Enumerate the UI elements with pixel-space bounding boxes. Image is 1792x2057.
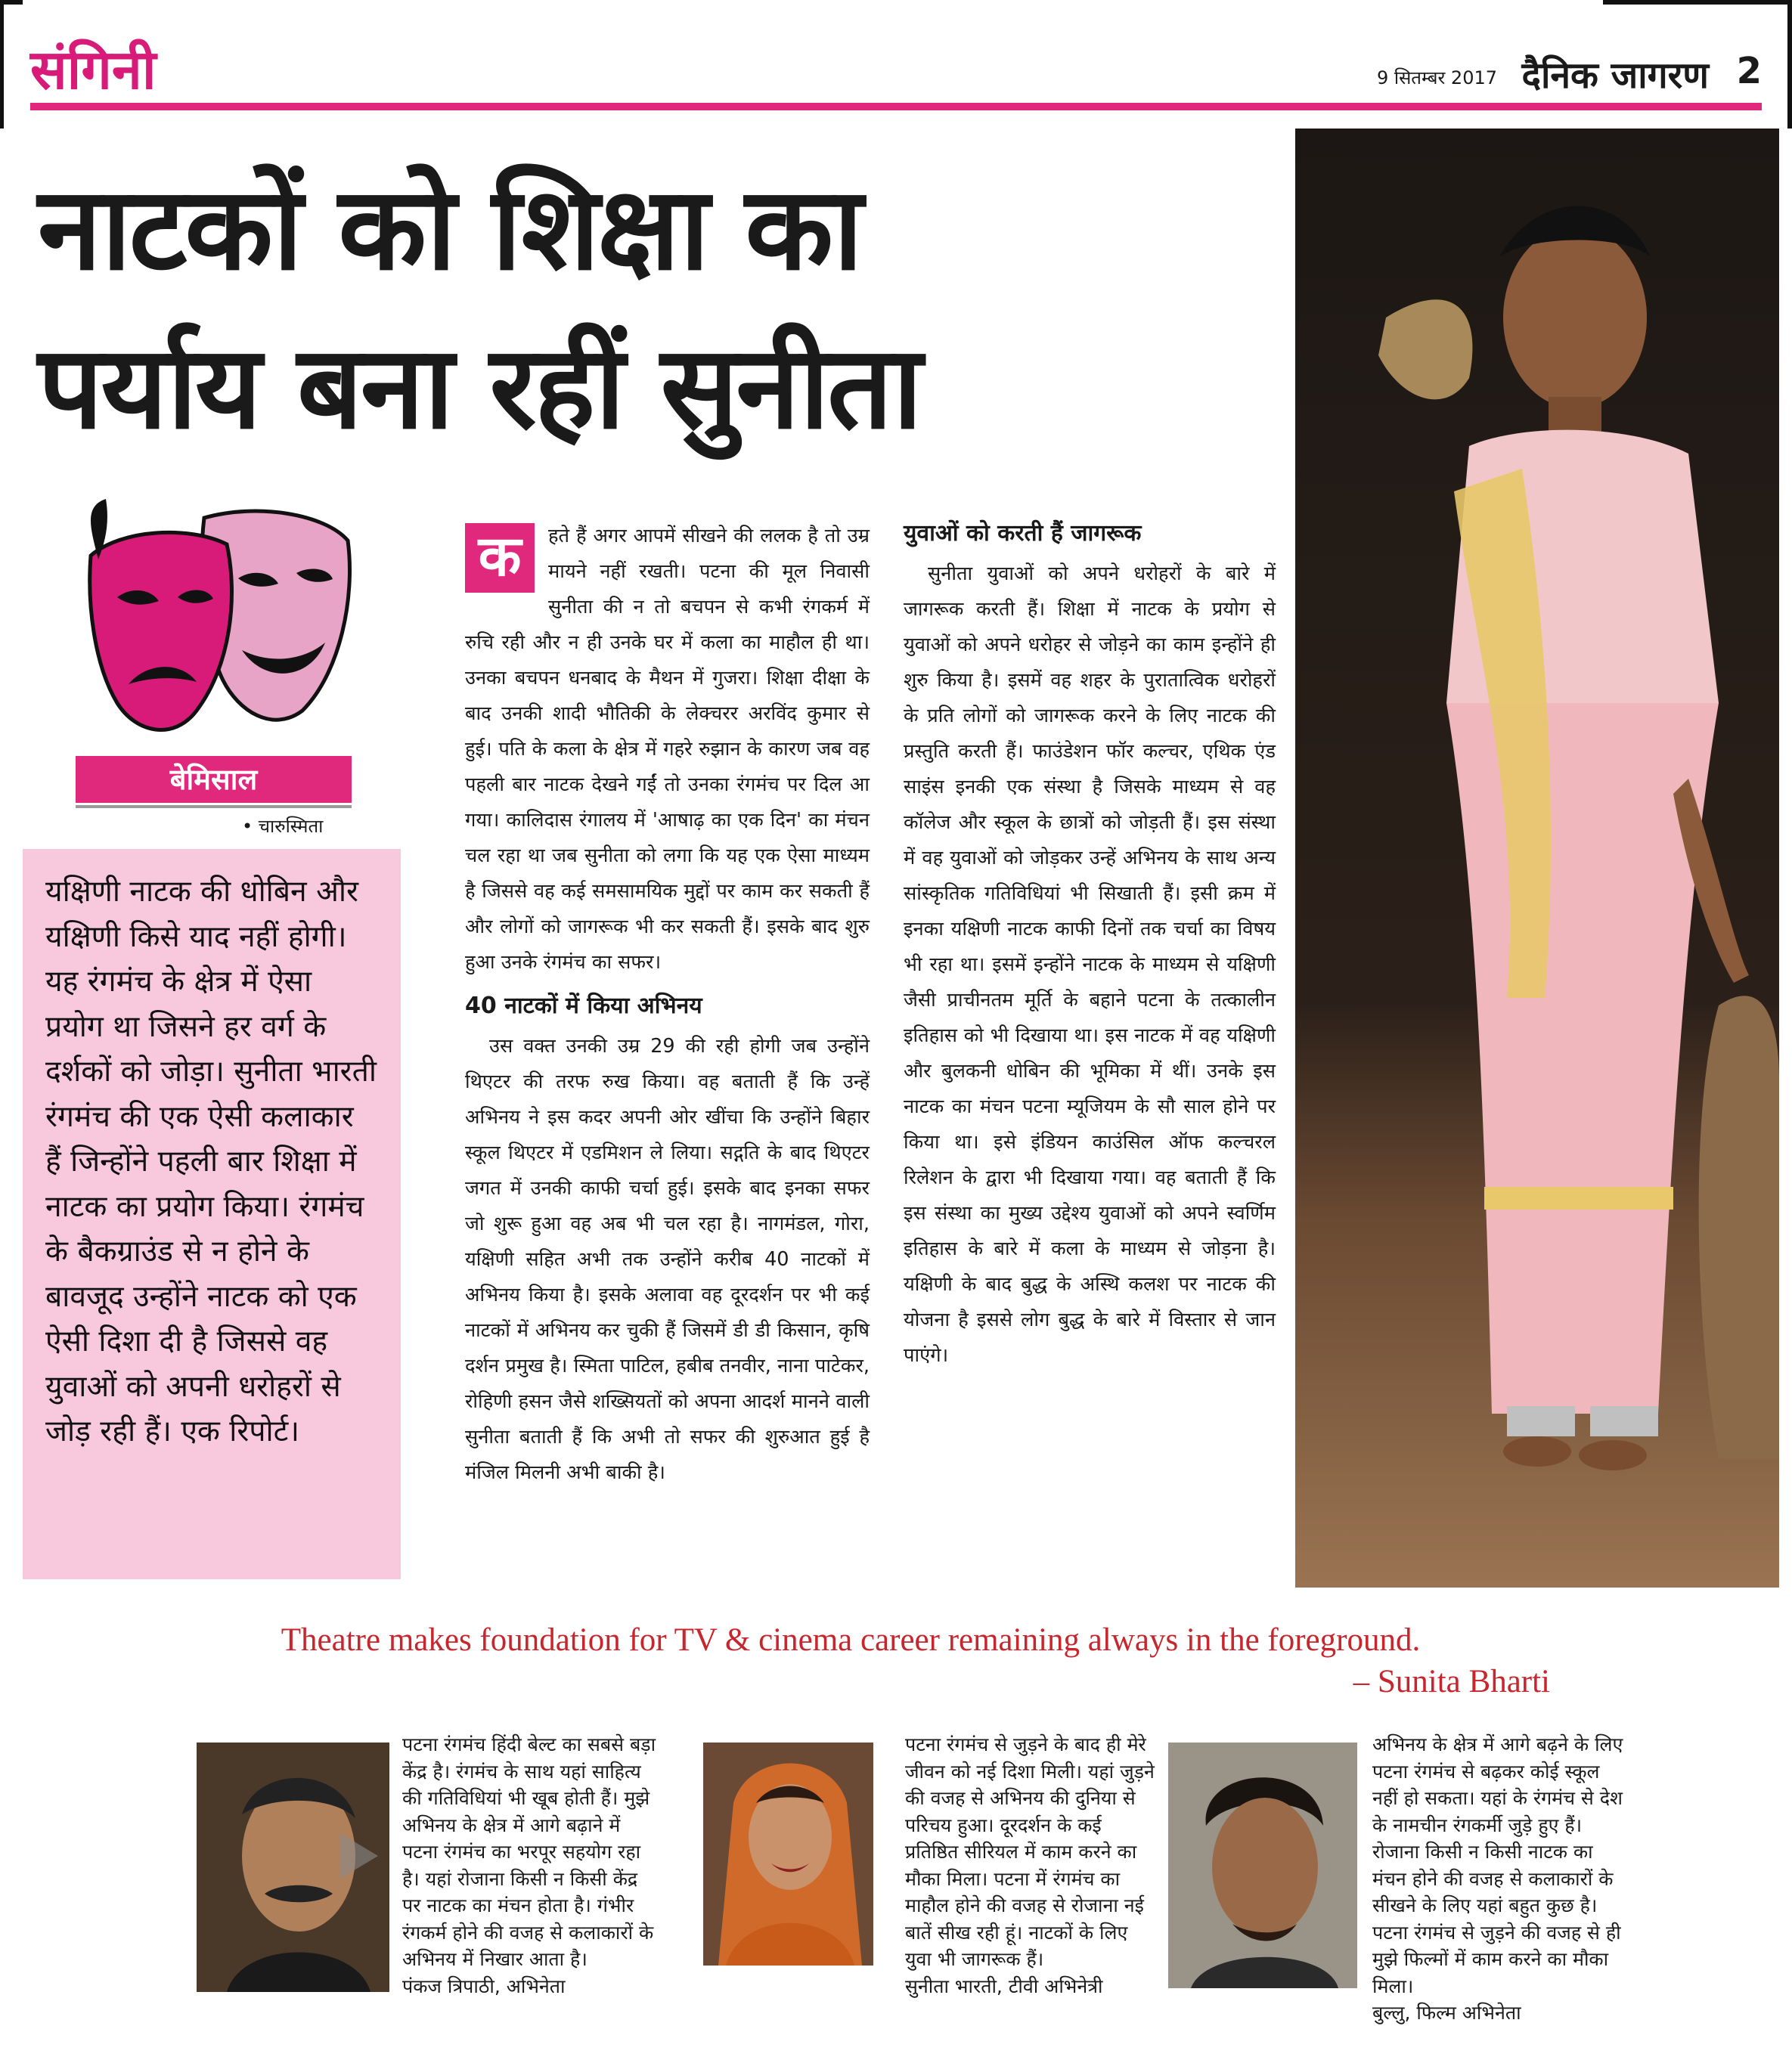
- blurb-3-name: बुल्लु, फिल्म अभिनेता: [1372, 2002, 1521, 2024]
- theatre-masks-icon: [76, 484, 363, 756]
- page-frame-top: [1603, 0, 1792, 5]
- portrait-young-man: [1168, 1743, 1357, 1988]
- page-number: 2: [1736, 50, 1762, 92]
- portrait-man-mustache: [197, 1743, 389, 1992]
- headline-line-2: पर्याय बना रहीं सुनीता: [38, 321, 921, 454]
- headline-line-1: नाटकों को शिक्षा का: [38, 162, 861, 296]
- drop-cap: क: [465, 523, 535, 593]
- section-tag: बेमिसाल: [76, 756, 352, 803]
- quote-blurb-3: [1372, 1731, 1629, 2027]
- intro-text: यक्षिणी नाटक की धोबिन और यक्षिणी किसे याद नहीं होगी। यह रंगमंच के क्षेत्र में ऐसा प्रयोग था जिसने हर वर्ग के दर्शकों को जोड़ा। सुनीता भारती रंगमंच की एक ऐसी कलाकार हैं जिन्होंने पहली बार शिक्षा में नाटक का प्रयोग किया। रंगमंच के बैकग्राउंड से न होने के बावजूद उन्होंने नाटक को एक ऐसी दिशा दी है जिससे वह युवाओं को अपनी धरोहरों से जोड़ रही हैं। एक रिपोर्ट।: [45, 875, 377, 1448]
- masthead-rule: [30, 103, 1762, 110]
- blurb-2-name: सुनीता भारती, टीवी अभिनेत्री: [905, 1975, 1103, 1997]
- article-column-1: [465, 519, 870, 1491]
- article-column-2: [904, 519, 1276, 1374]
- actress-costume-photo: [1295, 129, 1779, 1588]
- blurb-3-text: अभिनय के क्षेत्र में आगे बढ़ने के लिए पटना रंगमंच से बढ़कर कोई स्कूल नहीं हो सकता। यहां के रंगमंच से देश के नामचीन रंगकर्मी जुड़े हुए हैं। रोजाना किसी न किसी नाटक का मंचन होने की वजह से कलाकारों के सीखने के लिए यहां बहुत कुछ है। पटना रंगमंच से जुड़ने की वजह से ही मुझे फिल्मों में काम करने का मौका मिला।: [1372, 1733, 1623, 1997]
- newspaper-name: दैनिक जागरण: [1521, 54, 1709, 97]
- blurb-2-text: पटना रंगमंच से जुड़ने के बाद ही मेरे जीवन को नई दिशा मिली। यहां जुड़ने की वजह से अभिनय की दुनिया से परिचय हुआ। दूरदर्शन के कई प्रतिष्ठित सीरियल में काम करने का मौका मिला। पटना में रंगमंच का माहौल होने की वजह से रोजाना नई बातें सीख रही हूं। नाटकों के लिए युवा भी जागरूक हैं।: [905, 1733, 1155, 1970]
- pull-quote-author: – Sunita Bharti: [1353, 1664, 1550, 1699]
- issue-date: 9 सितम्बर 2017: [1376, 67, 1497, 88]
- column-1-paragraph-2: उस वक्त उनकी उम्र 29 की रही होगी जब उन्होंने थिएटर की तरफ रुख किया। वह बताती हैं कि उन्हें अभिनय ने इस कदर अपनी ओर खींचा कि उन्होंने बिहार स्कूल थिएटर में एडमिशन ले लिया। सद्गति के बाद थिएटर जगत में उनकी काफी चर्चा हुई। इसके बाद इनका सफर जो शुरू हुआ वह अब भी चल रहा है। नागमंडल, गोरा, यक्षिणी सहित अभी तक उन्होंने करीब 40 नाटकों में अभिनय किया है। इसके अलावा वह दूरदर्शन पर भी कई नाटकों में अभिनय कर चुकी हैं जिसमें डी डी किसान, कृषि दर्शन प्रमुख है। स्मिता पाटिल, हबीब तनवीर, नाना पाटेकर, रोहिणी हसन जैसे शख्सियतों को अपना आदर्श मानने वाली सुनीता बताती हैं कि अभी तो सफर की शुरुआत हुई है मंजिल मिलनी अभी बाकी है।: [465, 1035, 870, 1484]
- column-2-subhead: युवाओं को करती हैं जागरूक: [904, 520, 1142, 547]
- column-1-paragraph-1: हते हैं अगर आपमें सीखने की ललक है तो उम्र मायने नहीं रखती। पटना की मूल निवासी सुनीता की न तो बचपन से कभी रंगकर्म में रुचि रही और न ही उनके घर में कला का माहौल ही था। उनका बचपन धनबाद के मैथन में गुजरा। शिक्षा दीक्षा के बाद उनकी शादी भौतिकी के लेक्चरर अरविंद कुमार से हुई। पति के कला के क्षेत्र में गहरे रुझान के कारण जब वह पहली बार नाटक देखने गईं तो उनका रंगमंच पर दिल आ गया। कालिदास रंगालय में 'आषाढ़ का एक दिन' का मंचन चल रहा था जब सुनीता को लगा कि यह एक ऐसा माध्यम है जिससे वह कई समसामयिक मुद्दों पर काम कर सकती हैं और लोगों को जागरूक भी कर सकती हैं। इसके बाद शुरु हुआ उनके रंगमंच का सफर।: [465, 525, 870, 974]
- column-1-subhead: 40 नाटकों में किया अभिनय: [465, 993, 702, 1019]
- column-2-paragraph: सुनीता युवाओं को अपने धरोहरों के बारे में जागरूक करती हैं। शिक्षा में नाटक के प्रयोग से युवाओं को अपने धरोहर से जोड़ने का काम इन्होंने ही शुरु किया है। इसमें वह शहर के पुरातात्विक धरोहरों के प्रति लोगों को जागरूक करने के लिए नाटक की प्रस्तुति करती हैं। फाउंडेशन फॉर कल्चर, एथिक एंड साइंस इनकी एक संस्था है जिसके माध्यम से वह कॉलेज और स्कूल के छात्रों को जोड़ती हैं। इस संस्था में वह युवाओं को जोड़कर उन्हें अभिनय के साथ अन्य सांस्कृतिक गतिविधियां भी सिखाती हैं। इसी क्रम में इनका यक्षिणी नाटक काफी दिनों तक चर्चा का विषय भी रहा था। इसमें इन्होंने नाटक के माध्यम से यक्षिणी जैसी प्राचीनतम मूर्ति के बहाने पटना के तत्कालीन इतिहास को भी दिखाया था। इस नाटक में वह यक्षिणी और बुलकनी धोबिन की भूमिका में थीं। उनके इस नाटक का मंचन पटना म्यूजियम के सौ साल होने पर किया था। इसे इंडियन काउंसिल ऑफ कल्चरल रिलेशन के द्वारा भी दिखाया गया। वह बताती हैं कि इस संस्था का मुख्य उद्देश्य युवाओं को अपने स्वर्णिम इतिहास के बारे में कला के माध्यम से जोड़ना है। यक्षिणी के बाद बुद्ध के अस्थि कलश पर नाटक की योजना है इससे लोग बुद्ध के बारे में विस्तार से जान पाएंगे।: [904, 562, 1276, 1367]
- portrait-woman-saree: [703, 1743, 873, 1966]
- page-frame-left: [0, 0, 4, 129]
- tag-underline: [76, 805, 352, 808]
- byline: • चारुस्मिता: [242, 816, 324, 837]
- blurb-1-name: पंकज त्रिपाठी, अभिनेता: [402, 1975, 566, 1997]
- quote-blurb-2: [905, 1731, 1158, 2000]
- pull-quote: Theatre makes foundation for TV & cinema career remaining always in the foreground.: [281, 1622, 1421, 1658]
- quote-blurb-1: [402, 1731, 659, 2000]
- section-logo: संगिनी: [30, 37, 157, 101]
- page-frame-right: [1787, 0, 1792, 129]
- blurb-1-text: पटना रंगमंच हिंदी बेल्ट का सबसे बड़ा केंद्र है। रंगमंच के साथ यहां साहित्य की गतिविधियां भी खूब होती हैं। मुझे अभिनय के क्षेत्र में आगे बढ़ाने में पटना रंगमंच का भरपूर सहयोग रहा है। यहां रोजाना किसी न किसी केंद्र पर नाटक का मंचन होता है। गंभीर रंगकर्म होने की वजह से कलाकारों के अभिनय में निखार आता है।: [402, 1733, 656, 1970]
